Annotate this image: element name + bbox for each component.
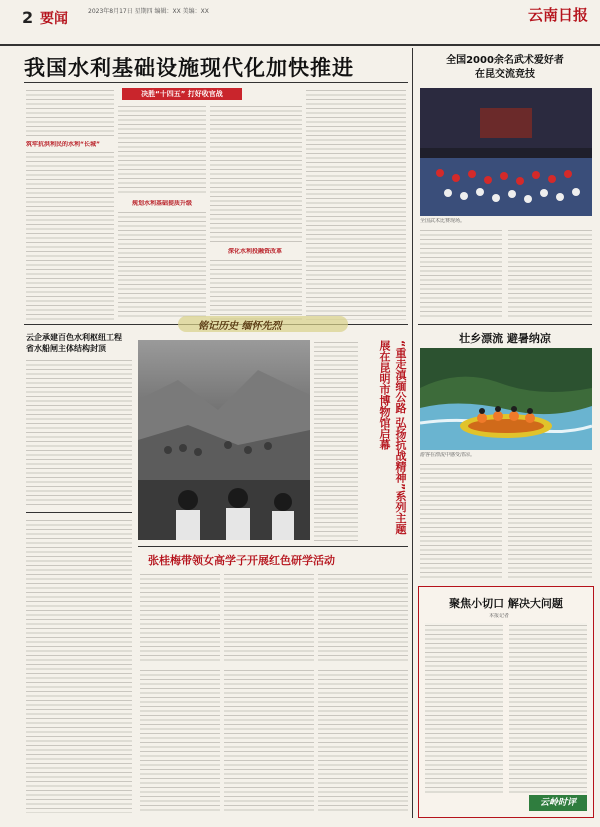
martial-arts-headline: 全国2000余名武术爱好者 在昆交流竞技 [446,55,564,80]
main-article-text-col2b [118,210,206,320]
separator [138,546,408,547]
exhibit-photo [138,340,310,540]
page-header [0,0,600,46]
rafting-headline: 壮乡漂流 避暑纳凉 [459,332,551,345]
main-headline: 我国水利基础设施现代化加快推进 [24,56,354,80]
martial-arts-caption: 全国武术比赛现场。 [420,218,466,224]
rafting-illustration [420,348,592,450]
exhibit-photo-illustration [138,340,310,540]
main-article-text-col4 [306,88,406,320]
main-subhead-1: 筑牢抗洪利民的水利“长城” [26,141,100,148]
martial-arts-text-col1 [420,228,502,320]
commentary-byline: 本报记者 [489,613,510,619]
bottom-text-col1 [140,668,220,813]
separator [418,324,592,325]
student-text-col3 [318,572,408,662]
main-article-text-col2 [118,104,206,196]
rafting-text-col1 [420,462,502,580]
martial-arts-text-col2 [508,228,592,320]
article2-headline: 云企承建百色水利枢纽工程 省水船闸主体结构封顶 [26,333,122,353]
main-article-text-col3 [210,104,302,244]
article2-text [26,358,132,508]
commentary-box [418,586,594,818]
commentary-text-col2 [509,623,587,793]
student-text-col1 [140,572,220,662]
exhibit-text-col1 [314,340,358,542]
main-banner: 决胜“十四五” 打好收官战 [122,88,242,100]
exhibit-vertical-title: “重走滇缅公路 弘扬抗战精神”系列主题展在昆明市博物馆启幕 [378,340,407,535]
bottom-text-col3 [318,668,408,813]
commentary-logo: 云岭时评 [529,795,587,811]
commentary-headline: 聚焦小切口 解决大问题 [449,597,563,610]
masthead-logo: 云南日报 [527,6,588,24]
right-col-divider [412,48,413,818]
main-article-text-col3b [210,258,302,320]
rafting-photo [420,348,592,450]
separator [26,512,132,513]
date-line: 2023年8月17日 星期四 编辑：XX 美编：XX [88,8,209,15]
exhibit-banner-text: 铭记历史 缅怀先烈 [198,321,282,332]
exhibit-banner [138,312,408,336]
left-column-text [26,518,132,813]
page-number: 2 [22,8,34,27]
commentary-text-col1 [425,623,503,793]
martial-arts-illustration [420,88,592,216]
section-name: 要闻 [40,11,68,27]
martial-arts-photo [420,88,592,216]
student-headline: 张桂梅带领女高学子开展红色研学活动 [148,554,335,567]
main-article-text-col1 [26,88,114,138]
bottom-text-col2 [224,668,314,813]
student-text-col2 [224,572,314,662]
main-article-text-col1b [26,150,114,320]
main-subhead-2: 规划水利基础提质升级 [132,200,193,207]
rafting-caption: 游客在漂流中感受清凉。 [420,452,476,458]
rafting-text-col2 [508,462,592,580]
main-subhead-3: 深化水利投融资改革 [228,248,283,255]
headline-rule [24,82,408,83]
